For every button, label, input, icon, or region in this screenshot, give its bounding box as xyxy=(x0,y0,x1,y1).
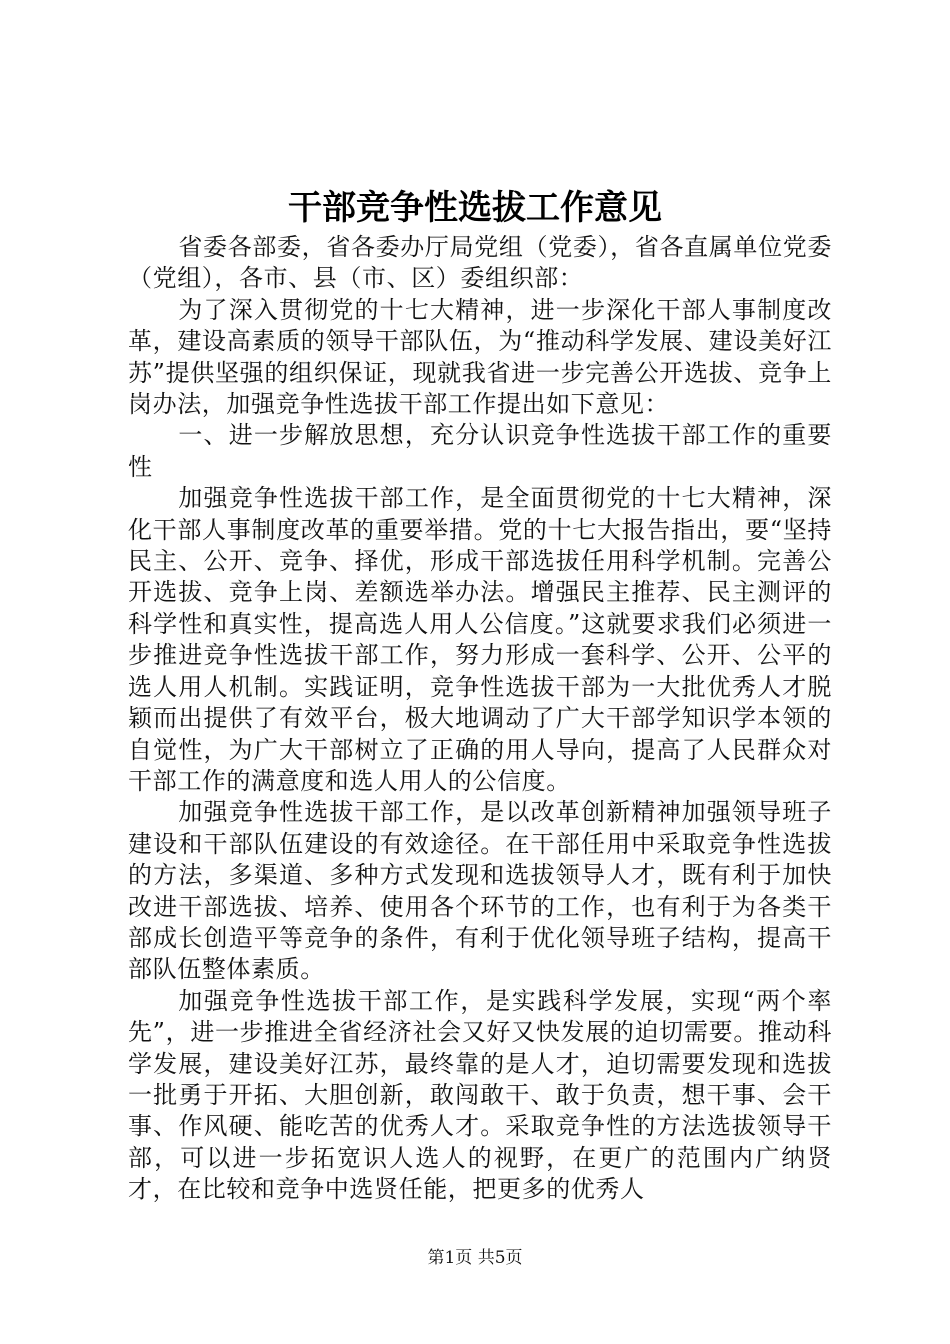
paragraph-salutation: 省委各部委，省各委办厅局党组（党委），省各直属单位党委（党组），各市、县（市、区）委组织部： xyxy=(128,233,832,293)
document-title: 干部竞争性选拔工作意见 xyxy=(288,188,662,228)
paragraph: 加强竞争性选拔干部工作，是全面贯彻党的十七大精神，深化干部人事制度改革的重要举措。党的十七大报告指出，要“坚持民主、公开、竞争、择优，形成干部选拔任用科学机制。完善公开选拔、竞争上岗、差额选举办法。增强民主推荐、民主测评的科学性和真实性，提高选人用人公信度。”这就要求我们必须进一步推进竞争性选拔干部工作，努力形成一套科学、公开、公平的选人用人机制。实践证明，竞争性选拔干部为一大批优秀人才脱颖而出提供了有效平台，极大地调动了广大干部学知识学本领的自觉性，为广大干部树立了正确的用人导向，提高了人民群众对干部工作的满意度和选人用人的公信度。 xyxy=(128,484,832,795)
section-heading-1: 一、进一步解放思想，充分认识竞争性选拔干部工作的重要性 xyxy=(128,421,832,481)
paragraph-intro: 为了深入贯彻党的十七大精神，进一步深化干部人事制度改革，建设高素质的领导干部队伍，为“推动科学发展、建设美好江苏”提供坚强的组织保证，现就我省进一步完善公开选拔、竞争上岗办法，加强竞争性选拔干部工作提出如下意见： xyxy=(128,295,832,419)
paragraph: 加强竞争性选拔干部工作，是以改革创新精神加强领导班子建设和干部队伍建设的有效途径。在干部任用中采取竞争性选拔的方法，多渠道、多种方式发现和选拔领导人才，既有利于加快改进干部选拔、培养、使用各个环节的工作，也有利于为各类干部成长创造平等竞争的条件，有利于优化领导班子结构，提高干部队伍整体素质。 xyxy=(128,798,832,984)
paragraph: 加强竞争性选拔干部工作，是实践科学发展，实现“两个率先”，进一步推进全省经济社会又好又快发展的迫切需要。推动科学发展，建设美好江苏，最终靠的是人才，迫切需要发现和选拔一批勇于开拓、大胆创新，敢闯敢干、敢于负责，想干事、会干事、作风硬、能吃苦的优秀人才。采取竞争性的方法选拔领导干部，可以进一步拓宽识人选人的视野，在更广的范围内广纳贤才，在比较和竞争中选贤任能，把更多的优秀人 xyxy=(128,986,832,1204)
page-number-footer: 第1页 共5页 xyxy=(427,1248,523,1268)
document-body xyxy=(128,232,832,1206)
